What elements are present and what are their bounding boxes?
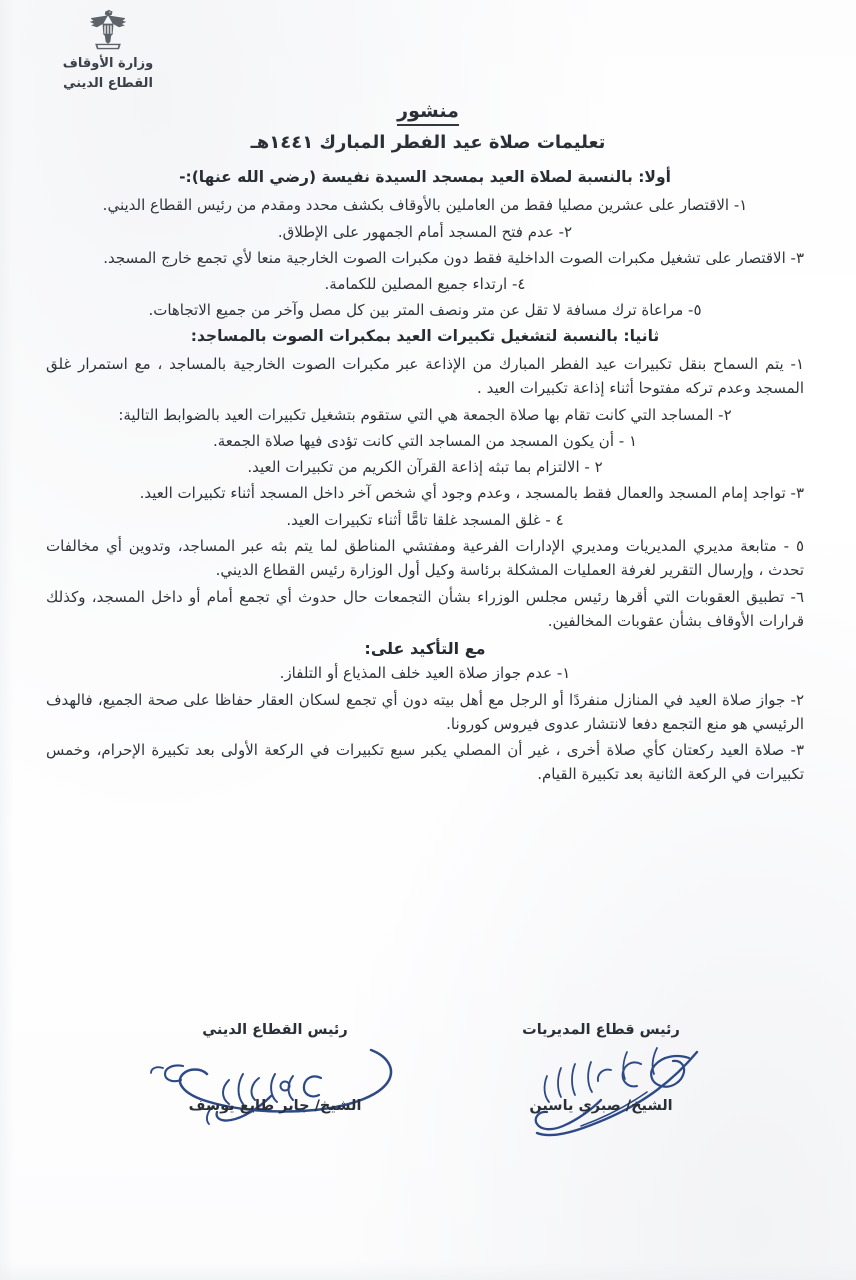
clause-1-4: ٤- ارتداء جميع المصلين للكمامة. bbox=[324, 275, 526, 294]
section-two-sub-list bbox=[46, 429, 804, 633]
section-heading-second: ثانيا: بالنسبة لتشغيل تكبيرات العيد بمكبرات الصوت بالمساجد: bbox=[190, 326, 660, 345]
sub-clause-2-4: ٤ - غلق المسجد غلقا تامًّا أثناء تكبيرات العيد. bbox=[286, 510, 564, 529]
signature-name-directorates: الشيخ/ صبري ياسين bbox=[529, 1098, 673, 1114]
clause-2-2: ٢- المساجد التي كانت تقام بها صلاة الجمعة هي التي ستقوم بتشغيل تكبيرات العيد بالضوابط التالية: bbox=[118, 405, 732, 424]
sub-clause-2-1: ١ - أن يكون المسجد من المساجد التي كانت تؤدى فيها صلاة الجمعة. bbox=[213, 431, 637, 450]
emphasis-heading: مع التأكيد على: bbox=[364, 639, 486, 659]
letterhead-inner bbox=[63, 8, 153, 94]
sub-clause-2-2: ٢ - الالتزام بما تبثه إذاعة القرآن الكريم من تكبيرات العيد. bbox=[247, 458, 603, 477]
clause-1-1: ١- الاقتصار على عشرين مصليا فقط من العاملين بالأوقاف بكشف محدد ومقدم من رئيس القطاع الديني. bbox=[102, 196, 748, 215]
handwritten-signature-icon bbox=[125, 1034, 425, 1144]
signature-block-religious-sector bbox=[110, 1022, 440, 1114]
emphasis-clause-3: ٣- صلاة العيد ركعتان كأي صلاة أخرى ، غير أن المصلي يكبر سبع تكبيرات في الركعة الأولى بعد تكبيرة الإحرام، وخمس تكبيرات في الركعة الثانية بعد تكبيرة القيام. bbox=[46, 741, 804, 784]
emphasis-clause-2: ٢- جواز صلاة العيد في المنازل منفردًا أو الرجل مع أهل بيته دون أي تجمع لسكان العقار حفاظا على صحة الجميع، فالهدف الرئيسي هو منع التجمع دفعا لانتشار عدوى فيروس كورونا. bbox=[46, 690, 804, 733]
signature-area bbox=[40, 1022, 816, 1222]
signature-ink-directorates bbox=[436, 1040, 766, 1098]
clause-1-3: ٣- الاقتصار على تشغيل مكبرات الصوت الداخلية فقط دون مكبرات الصوت الخارجية منعا لأي تجمع خارج المسجد. bbox=[103, 248, 804, 267]
emphasis-clause-1: ١- عدم جواز صلاة العيد خلف المذياع أو التلفاز. bbox=[279, 664, 571, 683]
signature-name-religious-sector: الشيخ/ جابر طايع يوسف bbox=[188, 1098, 362, 1114]
signature-block-directorates bbox=[436, 1022, 766, 1114]
egypt-eagle-emblem-icon bbox=[85, 8, 131, 52]
sub-clause-2-3: ٣- تواجد إمام المسجد والعمال فقط بالمسجد ، وعدم وجود أي شخص آخر داخل المسجد أثناء تكبيرات العيد. bbox=[139, 484, 804, 503]
document-title-text: منشور bbox=[397, 100, 459, 126]
section-heading-first: أولا: بالنسبة لصلاة العيد بمسجد السيدة نفيسة (رضي الله عنها):- bbox=[179, 168, 671, 186]
document-body bbox=[46, 166, 804, 789]
signature-role-religious-sector: رئيس القطاع الديني bbox=[202, 1022, 348, 1038]
scan-edge-shadow-right bbox=[0, 0, 14, 1280]
signature-ink-religious-sector bbox=[110, 1040, 440, 1098]
document-subtitle: تعليمات صلاة عيد الفطر المبارك ١٤٤١هـ bbox=[250, 132, 606, 153]
scan-edge-shadow-bottom bbox=[0, 1262, 856, 1280]
sub-clause-2-6: ٦- تطبيق العقوبات التي أقرها رئيس مجلس الوزراء بشأن التجمعات حال حدوث أي تجمع أمام أو داخل المسجد، وكذلك قرارات الأوقاف بشأن عقوبات المخالفين. bbox=[46, 587, 804, 630]
letterhead bbox=[0, 8, 856, 94]
clause-2-1: ١- يتم السماح بنقل تكبيرات عيد الفطر المبارك من الإذاعة عبر مكبرات الصوت الخارجية بالمساجد ، مع استمرار غلق المسجد وعدم تركه مفتوحا أثناء إذاعة تكبيرات العيد . bbox=[46, 354, 804, 398]
ministry-name: وزارة الأوقاف bbox=[62, 56, 154, 71]
sub-clause-2-5: ٥ - متابعة مديري المديريات ومديري الإدارات الفرعية ومفتشي المناطق لما يتم بثه عبر المساجد، وتدوين أي مخالفات تحدث ، وإرسال التقرير لغرفة العمليات المشكلة برئاسة وكيل أول الوزارة رئيس القطاع الديني. bbox=[46, 537, 804, 580]
sector-name: القطاع الديني bbox=[63, 76, 153, 92]
clause-1-5: ٥- مراعاة ترك مسافة لا تقل عن متر ونصف المتر بين كل مصل وآخر من جميع الاتجاهات. bbox=[148, 301, 702, 320]
signature-role-directorates: رئيس قطاع المديريات bbox=[522, 1022, 680, 1038]
handwritten-signature-icon bbox=[451, 1034, 751, 1144]
clause-1-2: ٢- عدم فتح المسجد أمام الجمهور على الإطلاق. bbox=[277, 222, 573, 241]
document-title bbox=[0, 100, 856, 122]
